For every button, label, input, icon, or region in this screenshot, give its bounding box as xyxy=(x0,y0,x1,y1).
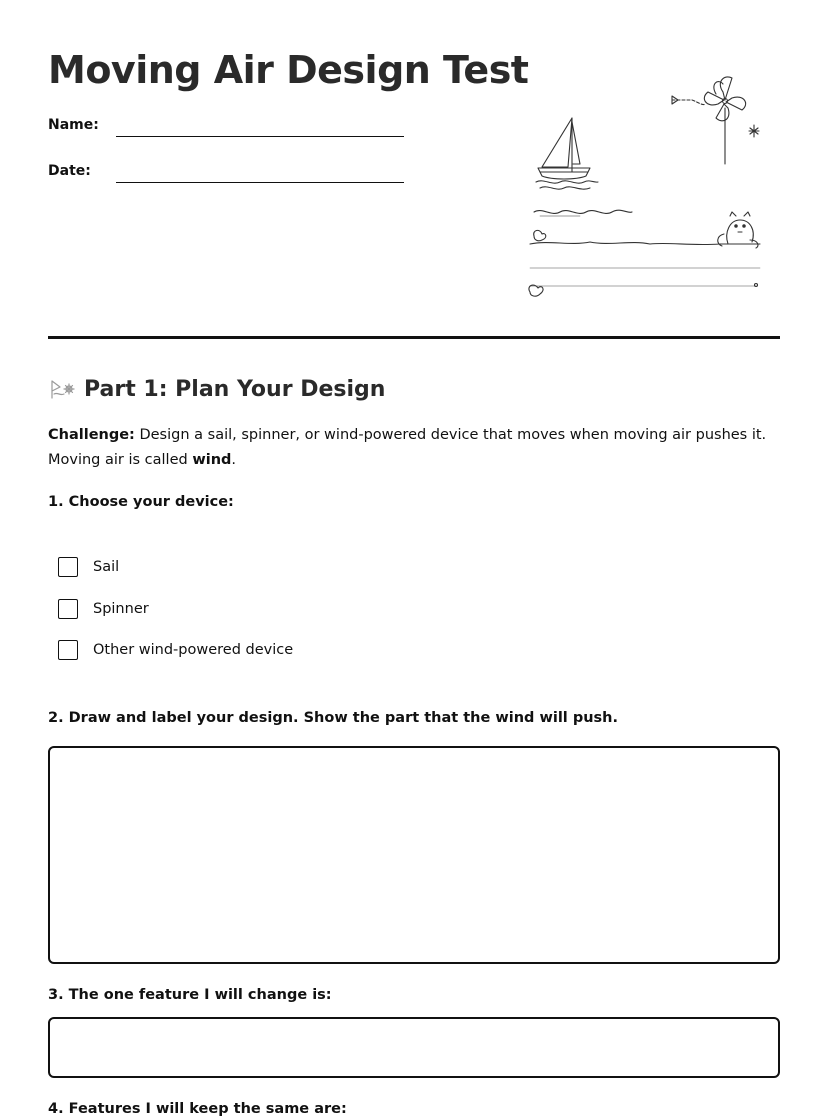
wave-line xyxy=(534,210,632,213)
question-2: 2. Draw and label your design. Show the part that the wind will push. xyxy=(48,710,618,726)
page-title: Moving Air Design Test xyxy=(48,48,529,92)
pinwheel-icon xyxy=(672,77,759,164)
date-field[interactable] xyxy=(48,163,408,187)
date-line[interactable] xyxy=(116,182,404,183)
name-label: Name: xyxy=(48,117,99,133)
challenge-keyword: wind xyxy=(192,452,232,468)
option-sail[interactable] xyxy=(58,555,119,579)
name-line[interactable] xyxy=(116,136,404,137)
challenge-label: Challenge: xyxy=(48,427,135,443)
question-3: 3. The one feature I will change is: xyxy=(48,987,332,1003)
part1-heading xyxy=(48,374,385,404)
sailboat-icon xyxy=(536,118,598,189)
challenge-period: . xyxy=(231,452,237,468)
design-drawing-box[interactable] xyxy=(48,746,780,964)
question-1: 1. Choose your device: xyxy=(48,494,234,510)
spinner-checkbox[interactable] xyxy=(58,599,78,619)
option-label: Other wind-powered device xyxy=(93,642,294,658)
option-spinner[interactable] xyxy=(58,597,149,621)
option-other[interactable] xyxy=(58,638,293,662)
question-4: 4. Features I will keep the same are: xyxy=(48,1101,347,1117)
name-field[interactable] xyxy=(48,117,408,141)
ground-line xyxy=(530,242,760,245)
other-device-checkbox[interactable] xyxy=(58,640,78,660)
feature-change-box[interactable] xyxy=(48,1017,780,1078)
part1-title: Part 1: Plan Your Design xyxy=(84,376,386,402)
pinwheel-icon xyxy=(48,378,76,400)
option-label: Spinner xyxy=(93,601,149,617)
beaver-icon xyxy=(718,212,758,248)
challenge-text xyxy=(48,423,778,473)
option-label: Sail xyxy=(93,559,120,575)
date-label: Date: xyxy=(48,163,91,179)
sail-checkbox[interactable] xyxy=(58,557,78,577)
wind-illustration xyxy=(520,64,770,314)
section-divider xyxy=(48,336,780,339)
challenge-body: Design a sail, spinner, or wind-powered device that moves when moving air pushes it. Moving air is called xyxy=(48,427,767,468)
